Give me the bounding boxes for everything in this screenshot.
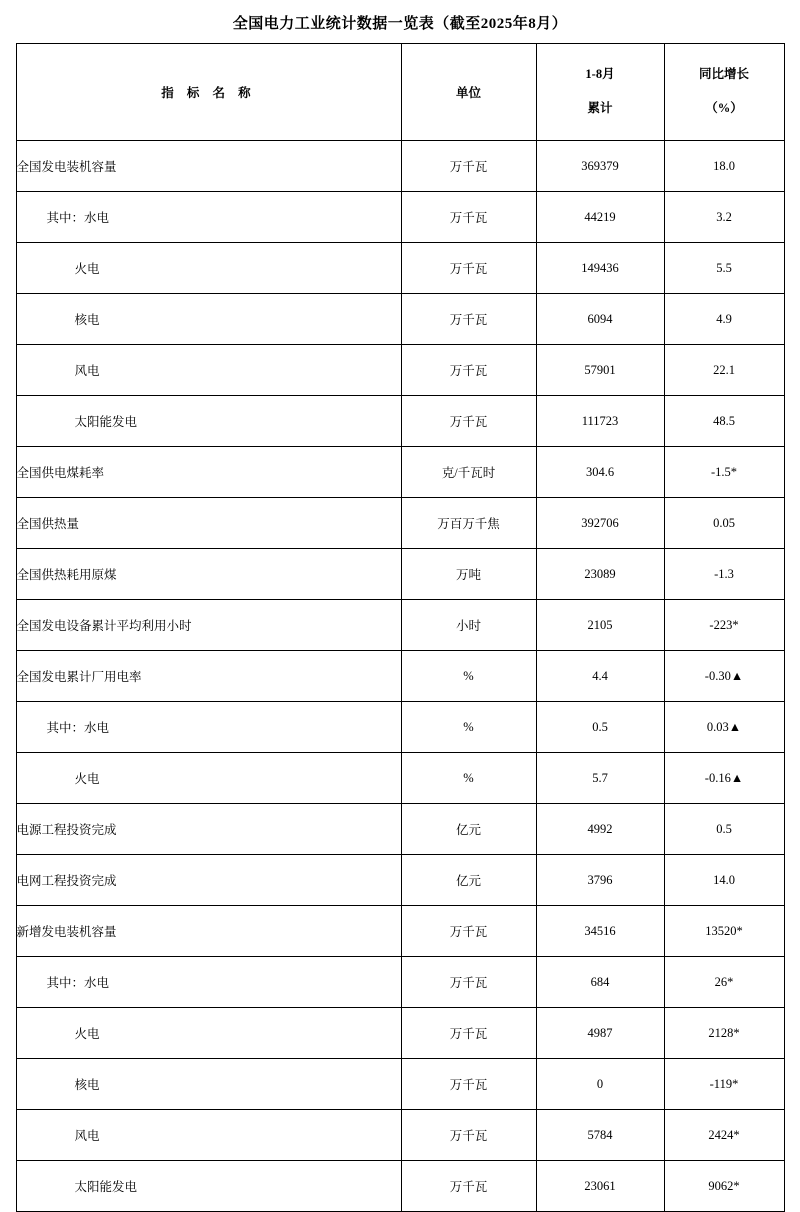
cell-indicator-name: 全国发电设备累计平均利用小时 xyxy=(16,600,401,651)
cell-indicator-name: 电网工程投资完成 xyxy=(16,855,401,906)
cell-unit: 万千瓦 xyxy=(401,294,536,345)
table-row xyxy=(16,294,784,345)
cell-indicator-name: 风电 xyxy=(16,345,401,396)
cell-cumulative-value: 5784 xyxy=(536,1110,664,1161)
cell-indicator-name: 全国供热耗用原煤 xyxy=(16,549,401,600)
cell-cumulative-value: 5.7 xyxy=(536,753,664,804)
cell-cumulative-value: 111723 xyxy=(536,396,664,447)
table-row xyxy=(16,192,784,243)
table-row xyxy=(16,1008,784,1059)
page-title: 全国电力工业统计数据一览表（截至2025年8月） xyxy=(232,16,568,32)
cell-yoy-growth: -119* xyxy=(664,1059,784,1110)
table-row xyxy=(16,1161,784,1212)
cell-unit: 万千瓦 xyxy=(401,1059,536,1110)
cell-unit: 小时 xyxy=(401,600,536,651)
table-row xyxy=(16,498,784,549)
cell-indicator-name: 全国供电煤耗率 xyxy=(16,447,401,498)
cell-unit: 万千瓦 xyxy=(401,345,536,396)
table-row xyxy=(16,1059,784,1110)
column-header-indicator: 指 标 名 称 xyxy=(16,44,401,141)
cell-yoy-growth: -0.30▲ xyxy=(664,651,784,702)
table-row xyxy=(16,1110,784,1161)
cell-unit: 万百万千焦 xyxy=(401,498,536,549)
cell-cumulative-value: 392706 xyxy=(536,498,664,549)
cell-indicator-name: 火电 xyxy=(16,243,401,294)
cell-cumulative-value: 34516 xyxy=(536,906,664,957)
cell-unit: 万千瓦 xyxy=(401,1008,536,1059)
cell-yoy-growth: 14.0 xyxy=(664,855,784,906)
cell-cumulative-value: 0.5 xyxy=(536,702,664,753)
cell-unit: 亿元 xyxy=(401,855,536,906)
cell-yoy-growth: 5.5 xyxy=(664,243,784,294)
cell-indicator-name: 新增发电装机容量 xyxy=(16,906,401,957)
cell-indicator-name: 全国发电累计厂用电率 xyxy=(16,651,401,702)
table-row xyxy=(16,702,784,753)
table-row xyxy=(16,804,784,855)
cell-unit: 亿元 xyxy=(401,804,536,855)
cell-indicator-name: 全国供热量 xyxy=(16,498,401,549)
table-row xyxy=(16,243,784,294)
cell-indicator-name: 太阳能发电 xyxy=(16,396,401,447)
column-header-unit: 单位 xyxy=(401,44,536,141)
cell-indicator-name: 核电 xyxy=(16,1059,401,1110)
cell-unit: 万千瓦 xyxy=(401,141,536,192)
cell-cumulative-value: 149436 xyxy=(536,243,664,294)
cell-indicator-name: 火电 xyxy=(16,753,401,804)
table-row xyxy=(16,600,784,651)
column-header-period-sub: 累计 xyxy=(587,101,613,115)
cell-cumulative-value: 2105 xyxy=(536,600,664,651)
cell-cumulative-value: 23089 xyxy=(536,549,664,600)
cell-indicator-name: 其中：水电 xyxy=(16,702,401,753)
cell-yoy-growth: 3.2 xyxy=(664,192,784,243)
cell-unit: 万千瓦 xyxy=(401,243,536,294)
cell-cumulative-value: 4987 xyxy=(536,1008,664,1059)
cell-unit: 万千瓦 xyxy=(401,396,536,447)
cell-yoy-growth: 18.0 xyxy=(664,141,784,192)
table-header-row xyxy=(16,44,784,141)
cell-indicator-name: 风电 xyxy=(16,1110,401,1161)
statistics-table xyxy=(16,43,785,1212)
cell-unit: 克/千瓦时 xyxy=(401,447,536,498)
cell-indicator-name: 其中：水电 xyxy=(16,192,401,243)
cell-cumulative-value: 6094 xyxy=(536,294,664,345)
cell-indicator-name: 火电 xyxy=(16,1008,401,1059)
table-row xyxy=(16,753,784,804)
cell-yoy-growth: 4.9 xyxy=(664,294,784,345)
cell-yoy-growth: -1.3 xyxy=(664,549,784,600)
cell-yoy-growth: -223* xyxy=(664,600,784,651)
cell-yoy-growth: 2128* xyxy=(664,1008,784,1059)
cell-unit: % xyxy=(401,753,536,804)
column-header-period-main: 1-8月 xyxy=(585,67,615,82)
cell-cumulative-value: 4.4 xyxy=(536,651,664,702)
cell-unit: 万千瓦 xyxy=(401,192,536,243)
cell-cumulative-value: 23061 xyxy=(536,1161,664,1212)
cell-yoy-growth: 22.1 xyxy=(664,345,784,396)
cell-cumulative-value: 369379 xyxy=(536,141,664,192)
cell-indicator-name: 其中：水电 xyxy=(16,957,401,1008)
cell-cumulative-value: 0 xyxy=(536,1059,664,1110)
table-row xyxy=(16,345,784,396)
cell-unit: % xyxy=(401,651,536,702)
table-row xyxy=(16,906,784,957)
cell-indicator-name: 电源工程投资完成 xyxy=(16,804,401,855)
cell-indicator-name: 全国发电装机容量 xyxy=(16,141,401,192)
table-row xyxy=(16,549,784,600)
cell-unit: % xyxy=(401,702,536,753)
cell-yoy-growth: 2424* xyxy=(664,1110,784,1161)
cell-yoy-growth: 13520* xyxy=(664,906,784,957)
cell-unit: 万千瓦 xyxy=(401,1161,536,1212)
cell-unit: 万千瓦 xyxy=(401,906,536,957)
cell-cumulative-value: 304.6 xyxy=(536,447,664,498)
cell-yoy-growth: 9062* xyxy=(664,1161,784,1212)
column-header-yoy xyxy=(664,44,784,141)
cell-yoy-growth: 26* xyxy=(664,957,784,1008)
column-header-period xyxy=(536,44,664,141)
cell-cumulative-value: 3796 xyxy=(536,855,664,906)
table-row xyxy=(16,141,784,192)
table-header xyxy=(16,44,784,141)
cell-indicator-name: 太阳能发电 xyxy=(16,1161,401,1212)
cell-cumulative-value: 44219 xyxy=(536,192,664,243)
cell-unit: 万吨 xyxy=(401,549,536,600)
cell-unit: 万千瓦 xyxy=(401,1110,536,1161)
cell-indicator-name: 核电 xyxy=(16,294,401,345)
table-row xyxy=(16,957,784,1008)
table-body xyxy=(16,141,784,1212)
column-header-yoy-main: 同比增长 xyxy=(698,67,749,82)
cell-yoy-growth: 0.5 xyxy=(664,804,784,855)
column-header-yoy-sub: （%） xyxy=(705,101,743,115)
cell-cumulative-value: 57901 xyxy=(536,345,664,396)
table-row xyxy=(16,396,784,447)
table-row xyxy=(16,855,784,906)
cell-yoy-growth: 0.03▲ xyxy=(664,702,784,753)
cell-yoy-growth: 0.05 xyxy=(664,498,784,549)
table-row xyxy=(16,651,784,702)
cell-yoy-growth: 48.5 xyxy=(664,396,784,447)
cell-unit: 万千瓦 xyxy=(401,957,536,1008)
cell-yoy-growth: -0.16▲ xyxy=(664,753,784,804)
cell-cumulative-value: 4992 xyxy=(536,804,664,855)
table-row xyxy=(16,447,784,498)
cell-cumulative-value: 684 xyxy=(536,957,664,1008)
cell-yoy-growth: -1.5* xyxy=(664,447,784,498)
